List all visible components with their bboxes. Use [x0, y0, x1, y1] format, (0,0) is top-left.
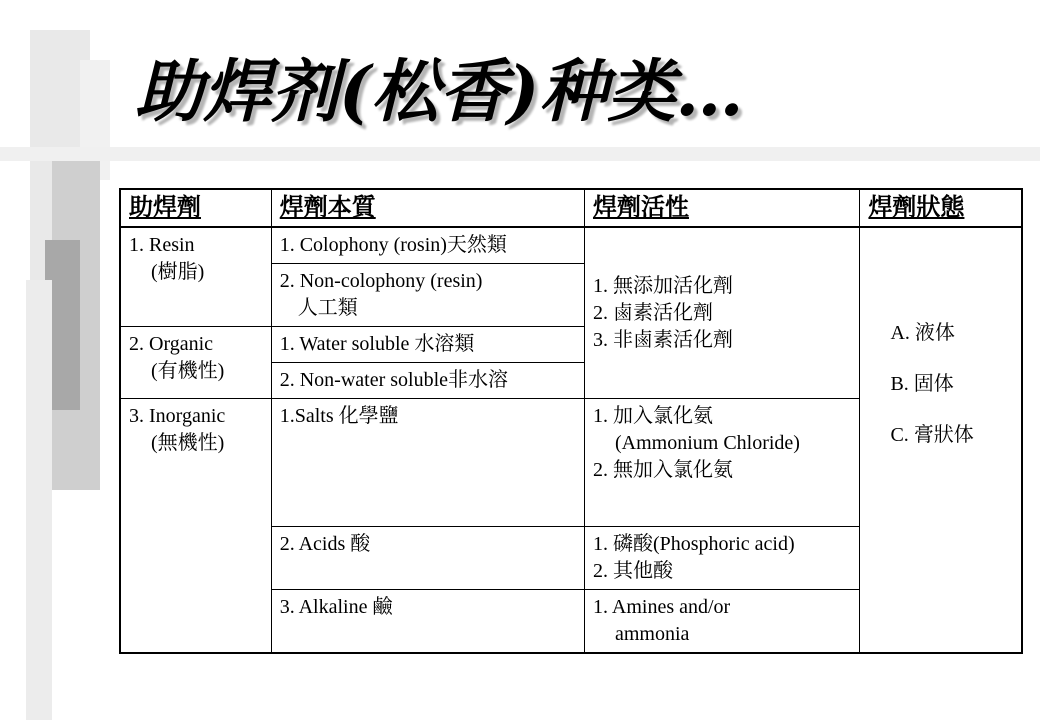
header-cell: 助焊劑 — [120, 189, 271, 227]
flux-types-table — [119, 188, 1023, 654]
category-sub: (樹脂) — [151, 261, 205, 284]
nature-text: 1. Water soluble 水溶類 — [279, 333, 475, 356]
nature-cell — [271, 327, 584, 363]
state-text: B. 固体 — [890, 373, 954, 396]
state-cell — [860, 227, 1022, 653]
category-name: 3. Inorganic — [129, 405, 226, 428]
header-row — [120, 189, 1022, 227]
nature-cell — [271, 590, 584, 654]
nature-cell — [271, 399, 584, 527]
category-cell-resin — [120, 227, 271, 327]
slide-title: 助焊剂(松香)种类… — [135, 52, 744, 132]
activity-text: 2. 無加入氯化氨 — [592, 459, 733, 482]
nature-text: 2. Acids 酸 — [279, 533, 371, 556]
nature-cell — [271, 264, 584, 327]
category-cell-inorganic — [120, 399, 271, 654]
decor-band — [0, 147, 1040, 161]
header-cell: 焊劑本質 — [271, 189, 584, 227]
state-text: C. 膏狀体 — [890, 424, 974, 447]
activity-text: ammonia — [614, 623, 690, 646]
activity-text: 1. 加入氯化氨 — [592, 405, 713, 428]
category-sub: (無機性) — [151, 432, 225, 455]
nature-text: 1. Colophony (rosin)天然類 — [279, 234, 507, 257]
nature-text: 2. Non-colophony (resin) — [279, 270, 483, 293]
nature-cell — [271, 527, 584, 590]
category-sub: (有機性) — [151, 360, 225, 383]
nature-cell — [271, 363, 584, 399]
table-row — [120, 227, 1022, 264]
category-name: 1. Resin — [129, 234, 195, 257]
header-cell: 焊劑狀態 — [860, 189, 1022, 227]
activity-text: 2. 其他酸 — [592, 560, 673, 583]
nature-text: 3. Alkaline 鹼 — [279, 596, 393, 619]
activity-cell-salts — [584, 399, 859, 527]
activity-text: 1. 磷酸(Phosphoric acid) — [592, 533, 795, 556]
activity-text: 3. 非鹵素活化劑 — [592, 328, 733, 351]
header-cell: 焊劑活性 — [584, 189, 859, 227]
category-name: 2. Organic — [129, 333, 214, 356]
nature-text: 2. Non-water soluble非水溶 — [279, 369, 509, 392]
nature-text: 人工類 — [297, 297, 358, 320]
activity-cell-acids — [584, 527, 859, 590]
nature-cell — [271, 227, 584, 264]
activity-text: 2. 鹵素活化劑 — [592, 301, 713, 324]
activity-cell-shared — [584, 227, 859, 399]
decor-block — [26, 280, 52, 720]
category-cell-organic — [120, 327, 271, 399]
activity-text: (Ammonium Chloride) — [614, 432, 800, 455]
activity-text: 1. Amines and/or — [592, 596, 731, 619]
nature-text: 1.Salts 化學鹽 — [279, 405, 399, 428]
activity-text: 1. 無添加活化劑 — [592, 274, 733, 297]
state-text: A. 液体 — [890, 322, 955, 345]
activity-cell-alkaline — [584, 590, 859, 654]
